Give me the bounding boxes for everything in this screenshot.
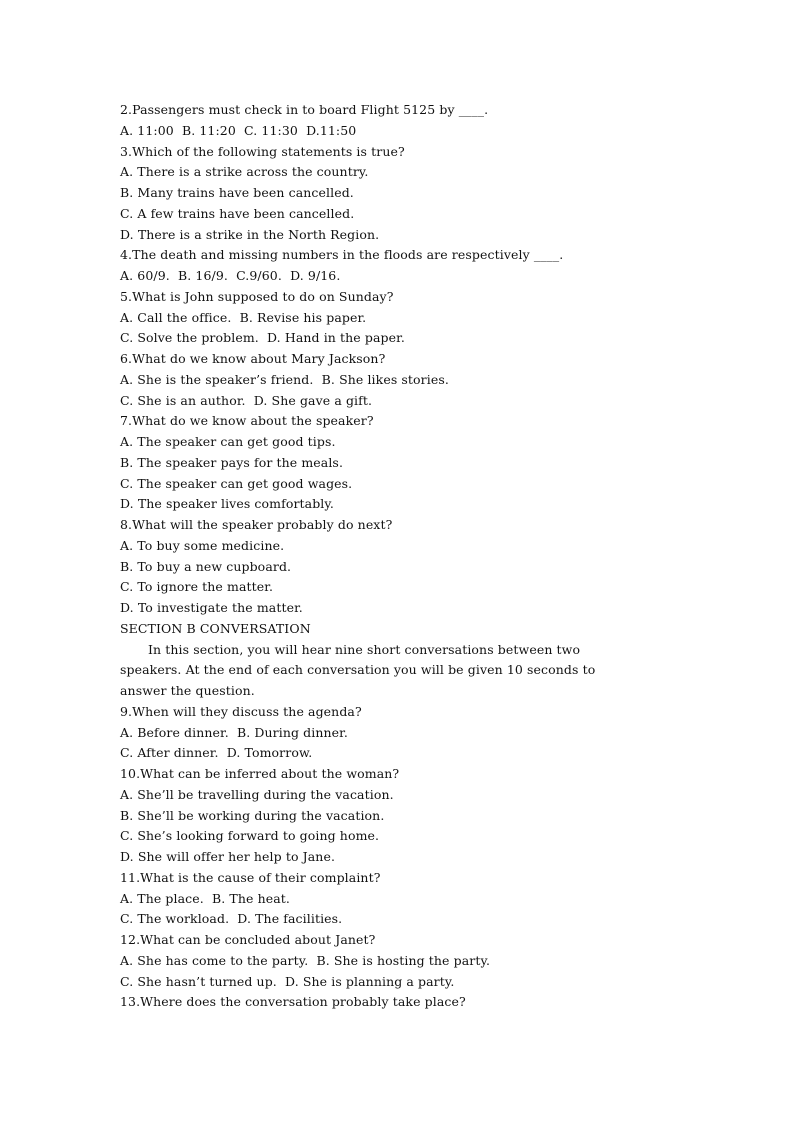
options-5-cd: C. Solve the problem. D. Hand in the paper. <box>120 330 405 346</box>
option-7d: D. The speaker lives comfortably. <box>120 496 334 512</box>
question-7: 7.What do we know about the speaker? <box>120 413 374 429</box>
options-12-cd: C. She hasn’t turned up. D. She is planning a party. <box>120 973 455 989</box>
option-3b: B. Many trains have been cancelled. <box>120 185 354 200</box>
option-8c: C. To ignore the matter. <box>120 579 274 595</box>
options-6-cd: C. She is an author. D. She gave a gift. <box>120 392 373 408</box>
option-8b: B. To buy a new cupboard. <box>120 558 292 574</box>
option-7b: B. The speaker pays for the meals. <box>120 454 344 470</box>
section-b-instructions-line-2: speakers. At the end of each conversation you will be given 10 seconds to <box>120 662 596 678</box>
option-10c: C. She’s looking forward to going home. <box>120 828 380 844</box>
question-13: 13.Where does the conversation probably take place? <box>120 994 466 1010</box>
option-3c: C. A few trains have been cancelled. <box>120 205 355 221</box>
options-11-ab: A. The place. B. The heat. <box>120 890 290 906</box>
option-3d: D. There is a strike in the North Region. <box>120 226 380 242</box>
question-6: 6.What do we know about Mary Jackson? <box>120 351 386 366</box>
question-4: 4.The death and missing numbers in the floods are respectively ____. <box>120 247 564 263</box>
question-2: 2.Passengers must check in to board Flight 5125 by ____. <box>120 102 489 117</box>
options-4: A. 60/9. B. 16/9. C.9/60. D. 9/16. <box>120 268 341 283</box>
question-12: 12.What can be concluded about Janet? <box>120 932 376 947</box>
option-8d: D. To investigate the matter. <box>120 600 303 615</box>
options-12-ab: A. She has come to the party. B. She is hosting the party. <box>120 952 491 968</box>
section-b-instructions-line-1: In this section, you will hear nine short conversations between two <box>148 641 581 657</box>
options-5-ab: A. Call the office. B. Revise his paper. <box>120 309 367 325</box>
section-b-instructions-line-3: answer the question. <box>120 683 255 698</box>
options-9-ab: A. Before dinner. B. During dinner. <box>120 724 348 740</box>
options-11-cd: C. The workload. D. The facilities. <box>120 911 343 927</box>
question-8: 8.What will the speaker probably do next? <box>120 517 393 532</box>
option-7c: C. The speaker can get good wages. <box>120 475 353 491</box>
options-2: A. 11:00 B. 11:20 C. 11:30 D.11:50 <box>120 122 357 138</box>
option-3a: A. There is a strike across the country. <box>120 164 369 180</box>
options-9-cd: C. After dinner. D. Tomorrow. <box>120 745 313 761</box>
question-10: 10.What can be inferred about the woman? <box>120 766 400 781</box>
question-5: 5.What is John supposed to do on Sunday? <box>120 288 394 304</box>
option-7a: A. The speaker can get good tips. <box>120 434 336 449</box>
question-3: 3.Which of the following statements is true? <box>120 143 405 159</box>
options-6-ab: A. She is the speaker’s friend. B. She likes stories. <box>120 371 449 387</box>
option-10a: A. She’ll be travelling during the vacation. <box>120 786 394 802</box>
option-10b: B. She’ll be working during the vacation. <box>120 807 385 823</box>
section-b-heading: SECTION B CONVERSATION <box>120 620 311 636</box>
question-11: 11.What is the cause of their complaint? <box>120 869 381 885</box>
question-9: 9.When will they discuss the agenda? <box>120 703 362 719</box>
option-10d: D. She will offer her help to Jane. <box>120 849 336 864</box>
option-8a: A. To buy some medicine. <box>120 537 285 553</box>
document-page <box>120 100 640 1013</box>
